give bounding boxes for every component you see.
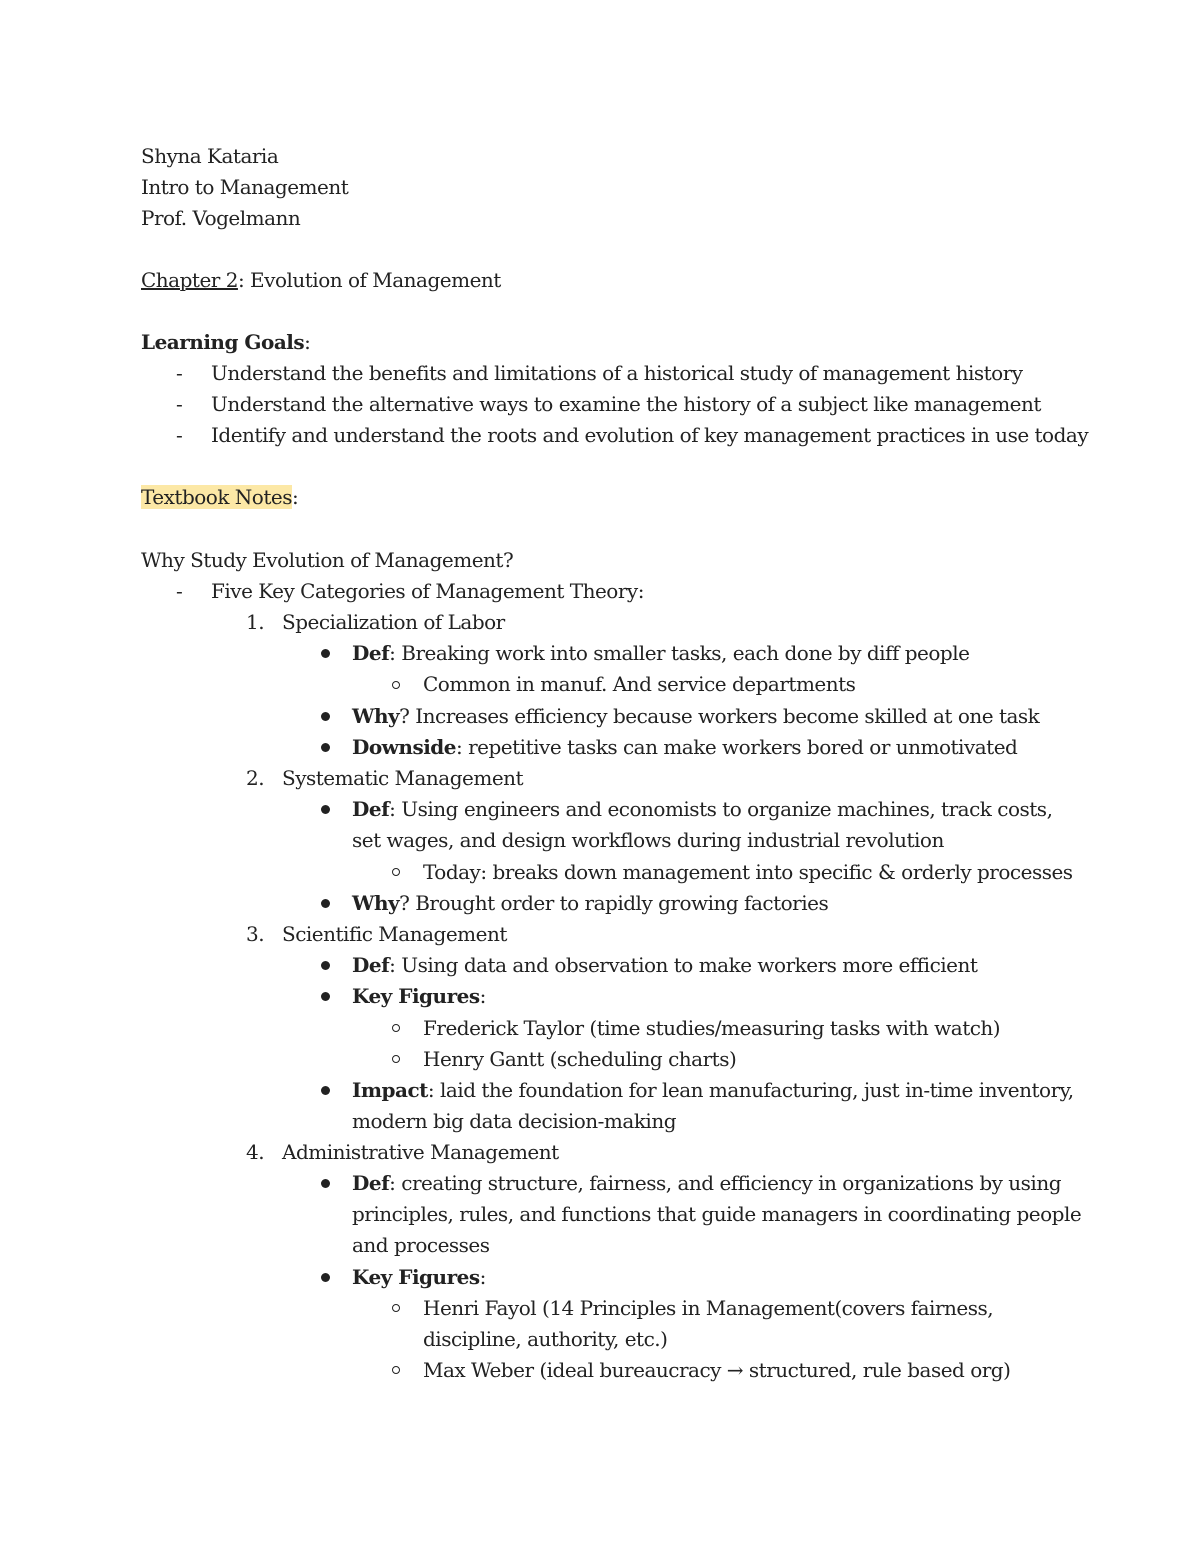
category-def-note: Common in manuf. And service departments [423,672,856,696]
key-figure: Henry Gantt (scheduling charts) [423,1047,737,1071]
list-number: 2. [246,766,265,790]
bullet-icon [321,899,330,908]
sub-bullet-icon [392,681,400,689]
goal-dash: - [176,423,183,447]
key-figures-label: Key Figures: [352,1265,486,1289]
categories-label: Five Key Categories of Management Theory: [211,579,644,603]
category-downside: Downside: repetitive tasks can make workers bored or unmotivated [352,735,1018,759]
category-title: Specialization of Labor [282,610,505,634]
bullet-icon [321,1273,330,1282]
list-number: 1. [246,610,265,634]
sub-bullet-icon [392,868,400,876]
chapter-label: Chapter 2 [141,268,238,292]
goal-item: Understand the benefits and limitations of a historical study of management history [211,361,1023,385]
list-number: 4. [246,1140,265,1164]
key-figure: Max Weber (ideal bureaucracy → structured, rule based org) [423,1358,1011,1382]
sub-bullet-icon [392,1366,400,1374]
category-def-continued: principles, rules, and functions that guide managers in coordinating people [352,1202,1082,1226]
key-figures-label: Key Figures: [352,984,486,1008]
bullet-icon [321,649,330,658]
bullet-icon [321,712,330,721]
category-def-continued: set wages, and design workflows during industrial revolution [352,828,944,852]
chapter-separator: : [237,268,245,292]
why-study-question: Why Study Evolution of Management? [141,548,514,572]
goal-item: Identify and understand the roots and evolution of key management practices in use today [211,423,1089,447]
professor-name: Prof. Vogelmann [141,206,301,230]
textbook-notes-highlight: Textbook Notes [141,485,292,509]
bullet-icon [321,992,330,1001]
key-figure: Frederick Taylor (time studies/measuring tasks with watch) [423,1016,1001,1040]
category-def: Def: Using data and observation to make workers more efficient [352,953,978,977]
learning-goals-heading: Learning Goals: [141,330,311,354]
chapter-name: Evolution of Management [244,268,501,292]
goal-dash: - [176,392,183,416]
bullet-icon [321,743,330,752]
sub-bullet-icon [392,1024,400,1032]
author-name: Shyna Kataria [141,144,279,168]
sub-bullet-icon [392,1055,400,1063]
bullet-icon [321,961,330,970]
sub-bullet-icon [392,1304,400,1312]
bullet-icon [321,805,330,814]
textbook-notes-heading: Textbook Notes: [141,485,299,509]
category-title: Systematic Management [282,766,524,790]
categories-dash: - [176,579,183,603]
course-name: Intro to Management [141,175,349,199]
category-impact: Impact: laid the foundation for lean manufacturing, just in-time inventory, [352,1078,1074,1102]
category-def: Def: creating structure, fairness, and efficiency in organizations by using [352,1171,1062,1195]
goal-item: Understand the alternative ways to examine the history of a subject like management [211,392,1041,416]
chapter-title [141,265,501,296]
list-number: 3. [246,922,265,946]
category-def-continued: and processes [352,1233,490,1257]
key-figure-continued: discipline, authority, etc.) [423,1327,668,1351]
key-figure: Henri Fayol (14 Principles in Management(covers fairness, [423,1296,994,1320]
category-def: Def: Using engineers and economists to organize machines, track costs, [352,797,1053,821]
category-title: Scientific Management [282,922,507,946]
category-impact-continued: modern big data decision-making [352,1109,677,1133]
category-def: Def: Breaking work into smaller tasks, each done by diff people [352,641,970,665]
category-why: Why? Increases efficiency because workers become skilled at one task [352,704,1040,728]
bullet-icon [321,1179,330,1188]
category-title: Administrative Management [282,1140,559,1164]
bullet-icon [321,1086,330,1095]
goal-dash: - [176,361,183,385]
category-def-note: Today: breaks down management into specific & orderly processes [423,860,1073,884]
category-why: Why? Brought order to rapidly growing factories [352,891,829,915]
